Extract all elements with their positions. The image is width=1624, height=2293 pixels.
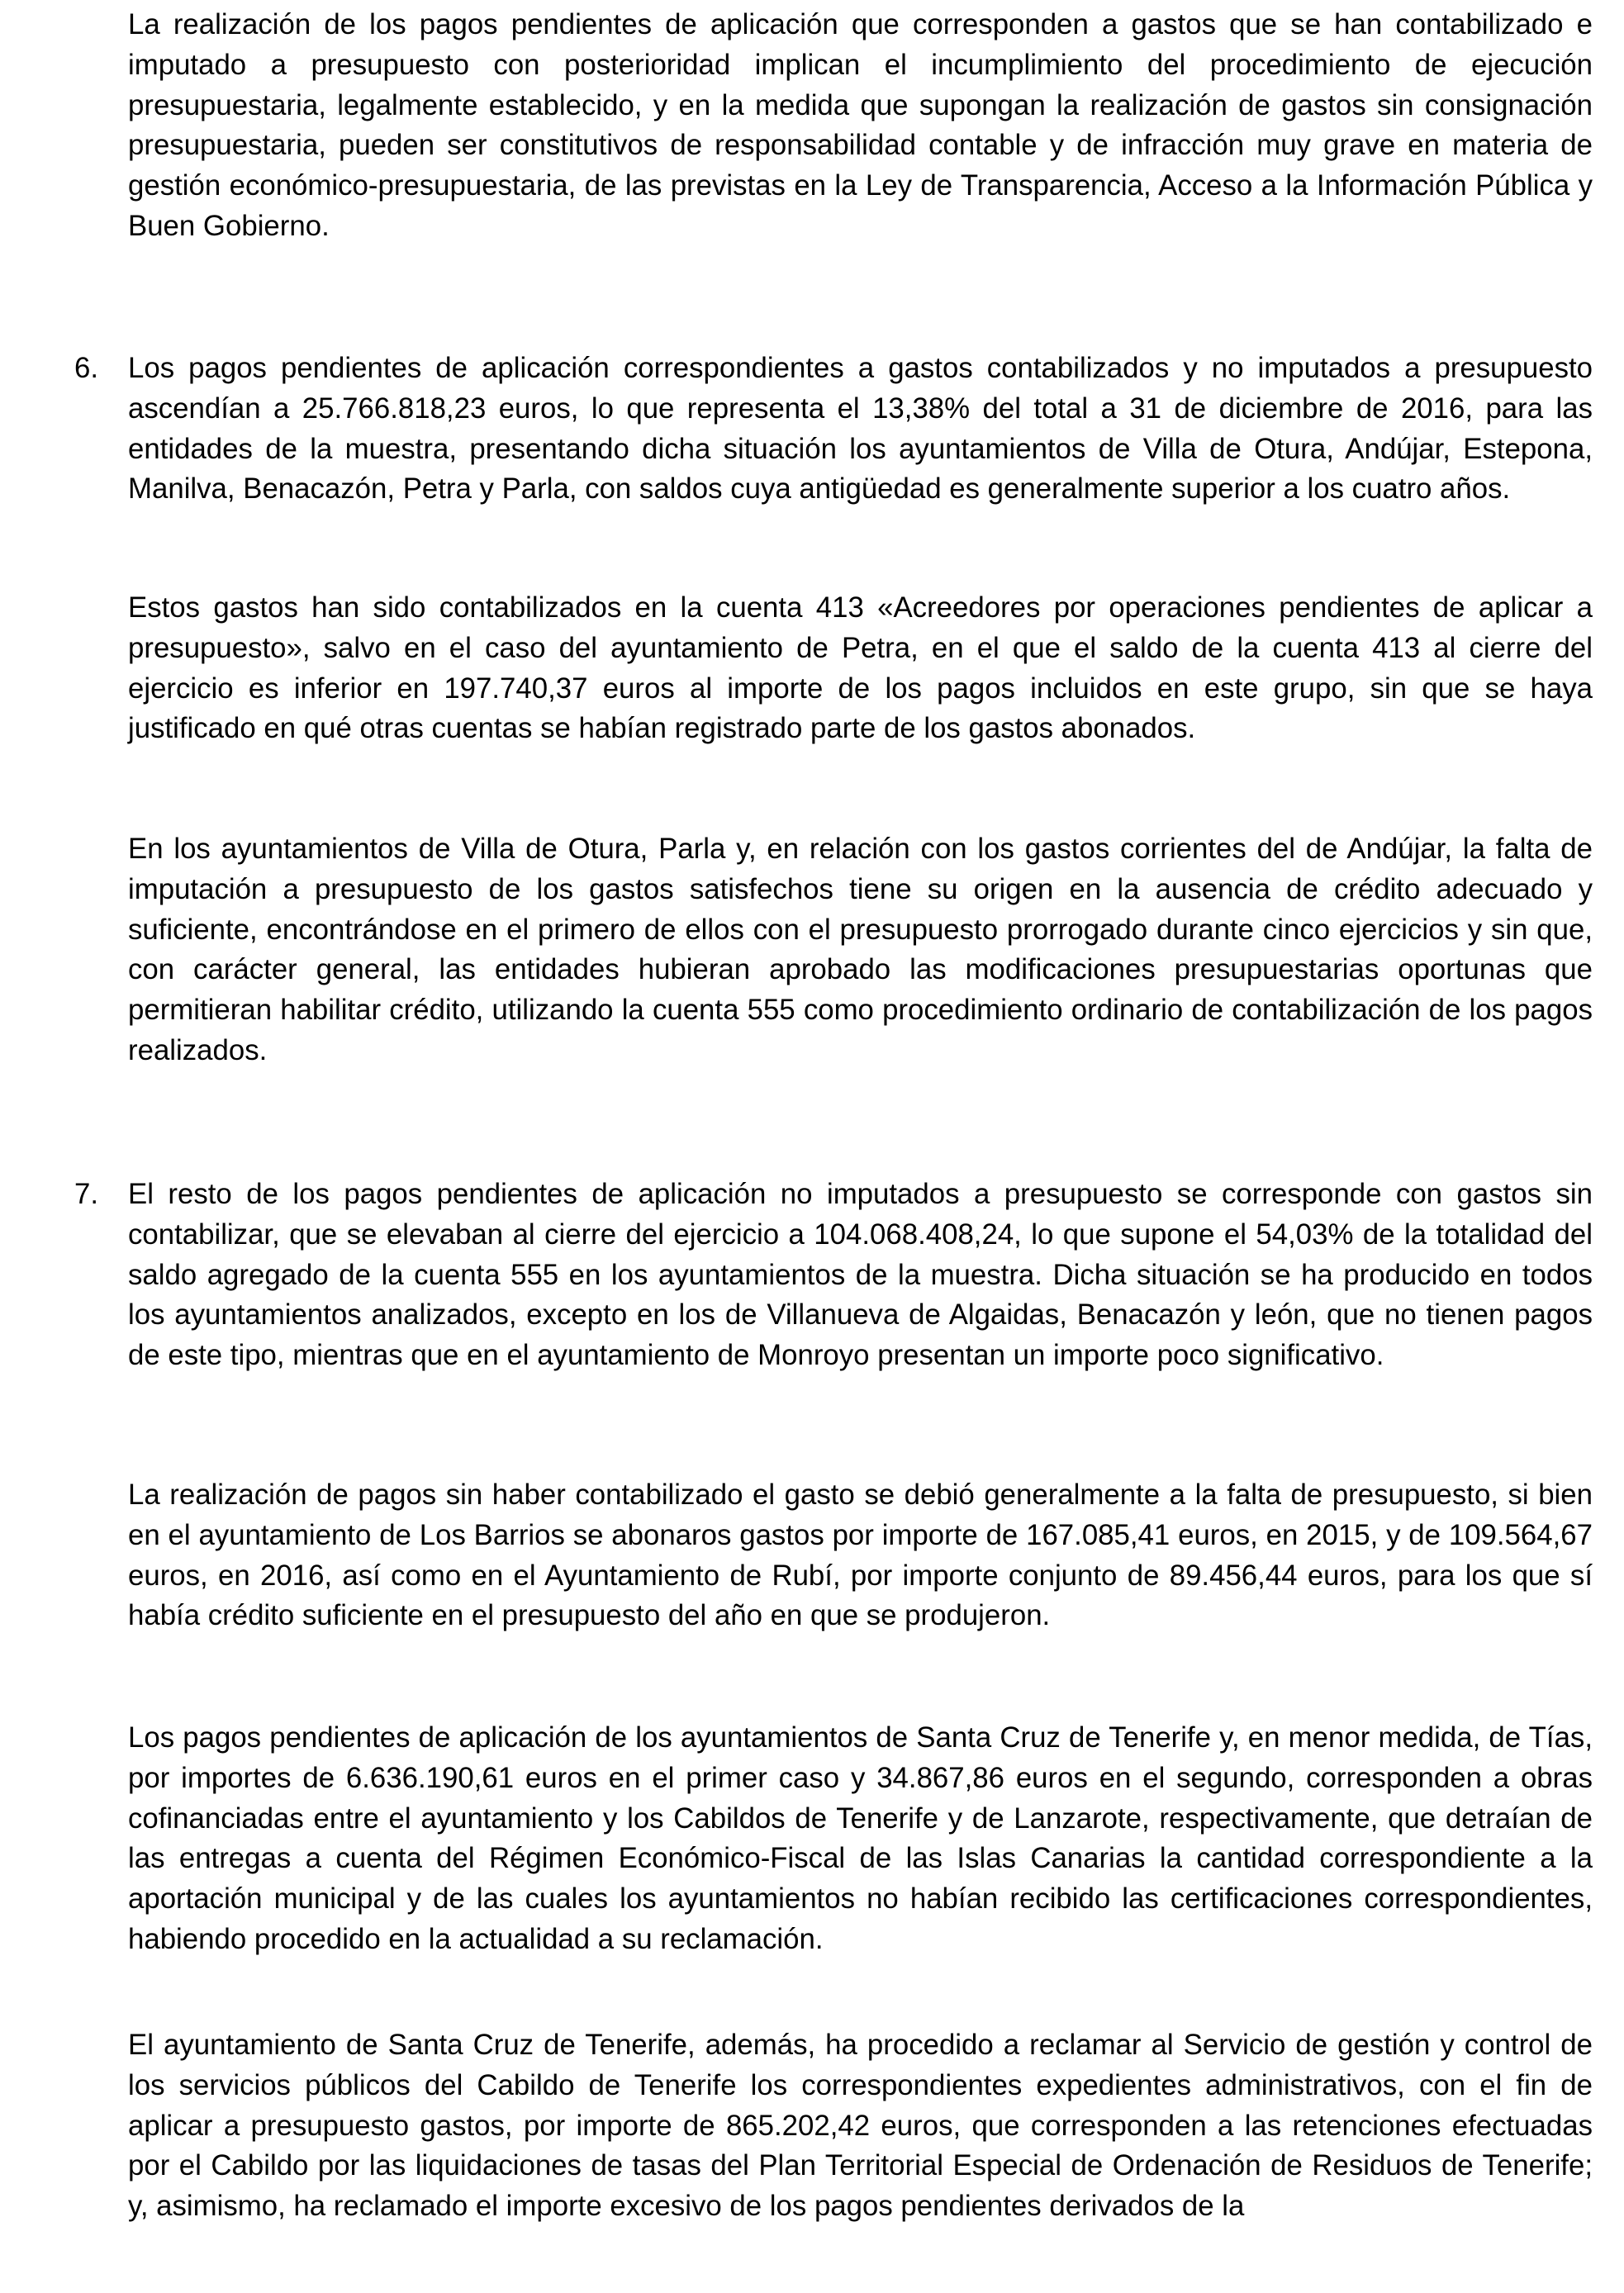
paragraph-santa-cruz-tias: Los pagos pendientes de aplicación de los ayuntamientos de Santa Cruz de Tenerife y, en menor medida, de Tías, por importes de 6.636.190,61 euros en el primer caso y 34.867,86 euros en el segundo, corresponden a obras cofinanciadas entre el ayuntamiento y los Cabildos de Tenerife y de Lanzarote, respectivamente, que detraían de las entregas a cuenta del Régimen Económico-Fiscal de las Islas Canarias la cantidad correspondiente a la aportación municipal y de las cuales los ayuntamientos no habían recibido las certificaciones correspondientes, habiendo procedido en la actualidad a su reclamación. <box>128 1721 1593 1955</box>
paragraph-villa-de-otura: En los ayuntamientos de Villa de Otura, Parla y, en relación con los gastos corrientes del de Andújar, la falta de imputación a presupuesto de los gastos satisfechos tiene su origen en la ausencia de crédito adecuado y suficiente, encontrándose en el primero de ellos con el presupuesto prorrogado durante cinco ejercicios y sin que, con carácter general, las entidades hubieran aprobado las modificaciones presupuestarias oportunas que permitieran habilitar crédito, utilizando la cuenta 555 como procedimiento ordinario de contabilización de los pagos realizados. <box>128 833 1593 1066</box>
paragraph-item-6: Los pagos pendientes de aplicación correspondientes a gastos contabilizados y no imputados a presupuesto ascendían a 25.766.818,23 euros, lo que representa el 13,38% del total a 31 de diciembre de 2016, para las entidades de la muestra, presentando dicha situación los ayuntamientos de Villa de Otura, Andújar, Estepona, Manilva, Benacazón, Petra y Parla, con saldos cuya antigüedad es generalmente superior a los cuatro años. <box>128 352 1593 506</box>
paragraph-item-7: El resto de los pagos pendientes de aplicación no imputados a presupuesto se corresponde con gastos sin contabilizar, que se elevaban al cierre del ejercicio a 104.068.408,24, lo que supone el 54,03% de la totalidad del saldo agregado de la cuenta 555 en los ayuntamientos de la muestra. Dicha situación se ha producido en todos los ayuntamientos analizados, excepto en los de Villanueva de Algaidas, Benacazón y león, que no tienen pagos de este tipo, mientras que en el ayuntamiento de Monroyo presentan un importe poco significativo. <box>128 1178 1593 1372</box>
paragraph-santa-cruz-reclamacion: El ayuntamiento de Santa Cruz de Tenerife, además, ha procedido a reclamar al Servicio de gestión y control de los servicios públicos del Cabildo de Tenerife los correspondientes expedientes administrativos, con el fin de aplicar a presupuesto gastos, por importe de 865.202,42 euros, que corresponden a las retenciones efectuadas por el Cabildo por las liquidaciones de tasas del Plan Territorial Especial de Ordenación de Residuos de Tenerife; y, asimismo, ha reclamado el importe excesivo de los pagos pendientes derivados de la <box>128 2029 1593 2223</box>
list-number-7: 7. <box>74 1178 99 1210</box>
list-number-6: 6. <box>74 352 99 384</box>
paragraph-los-barrios: La realización de pagos sin haber contabilizado el gasto se debió generalmente a la falta de presupuesto, si bien en el ayuntamiento de Los Barrios se abonaros gastos por importe de 167.085,41 euros, en 2015, y de 109.564,67 euros, en 2016, así como en el Ayuntamiento de Rubí, por importe conjunto de 89.456,44 euros, para los que sí había crédito suficiente en el presupuesto del año en que se produjeron. <box>128 1479 1593 1632</box>
paragraph-cuenta-413: Estos gastos han sido contabilizados en la cuenta 413 «Acreedores por operaciones pendientes de aplicar a presupuesto», salvo en el caso del ayuntamiento de Petra, en el que el saldo de la cuenta 413 al cierre del ejercicio es inferior en 197.740,37 euros al importe de los pagos incluidos en este grupo, sin que se haya justificado en qué otras cuentas se habían registrado parte de los gastos abonados. <box>128 591 1593 745</box>
paragraph-pagos-imputados-posterioridad: La realización de los pagos pendientes de aplicación que corresponden a gastos que se han contabilizado e imputado a presupuesto con posterioridad implican el incumplimiento del procedimiento de ejecución presupuestaria, legalmente establecido, y en la medida que supongan la realización de gastos sin consignación presupuestaria, pueden ser constitutivos de responsabilidad contable y de infracción muy grave en materia de gestión económico-presupuestaria, de las previstas en la Ley de Transparencia, Acceso a la Información Pública y Buen Gobierno. <box>128 8 1593 242</box>
